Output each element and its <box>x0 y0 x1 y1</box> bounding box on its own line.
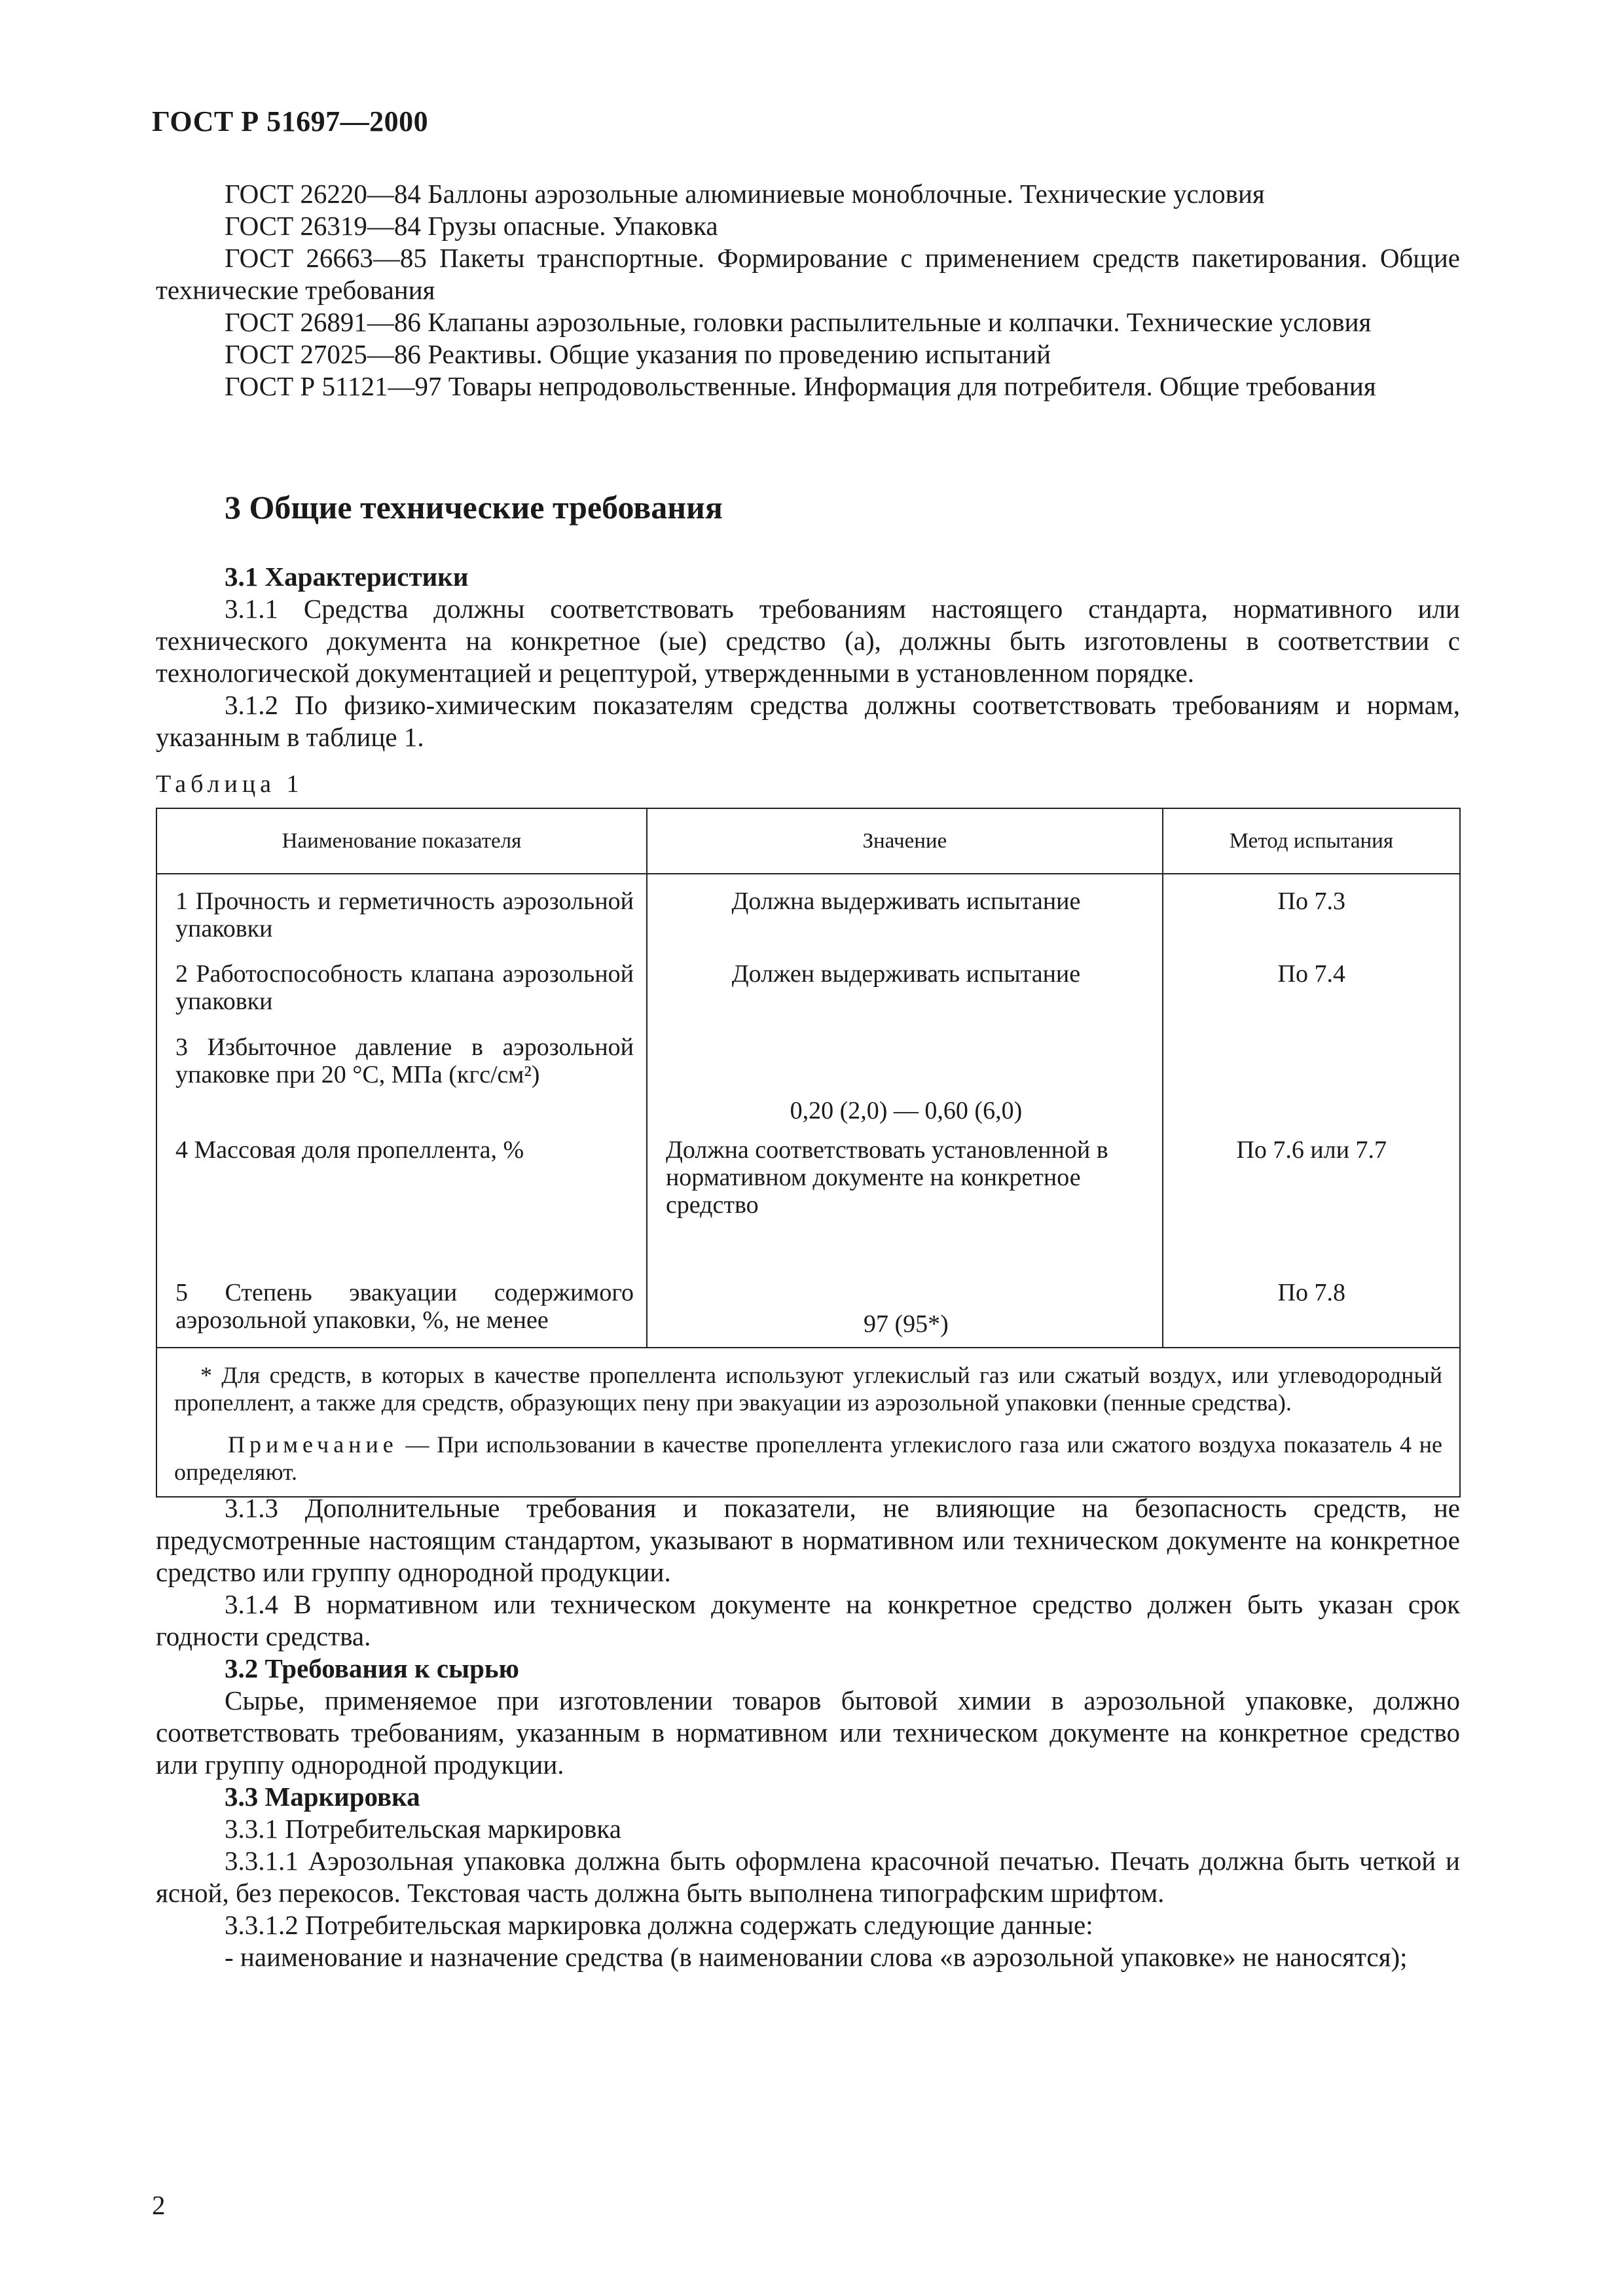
page-number: 2 <box>152 2190 166 2220</box>
subsection-title: 3.3 Маркировка <box>225 1782 420 1812</box>
column-header: Метод испытания <box>1163 808 1460 874</box>
table-cell-method: По 7.8 <box>1277 1279 1345 1306</box>
table-cell-name: 3 Избыточное давление в аэрозольной упаковке при 20 °С, МПа (кгс/см²) <box>175 1033 634 1088</box>
table-note <box>174 1431 1442 1486</box>
subsection-title: 3.2 Требования к сырью <box>225 1653 519 1683</box>
paragraph-3-3-1-2: 3.3.1.2 Потребительская маркировка должна содержать следующие данные: <box>225 1910 1093 1940</box>
table-cell-name: 1 Прочность и герметичность аэрозольной упаковки <box>175 888 634 942</box>
section-3-title: 3 Общие технические требования <box>225 489 723 526</box>
table-body-row <box>156 874 1460 1348</box>
table-cell-method: По 7.4 <box>1277 960 1345 988</box>
table-cell-name: 2 Работоспособность клапана аэрозольной упаковки <box>175 960 634 1015</box>
table-cell-value: Должен выдерживать испытание <box>731 960 1081 988</box>
table-footnote-row <box>156 1348 1460 1497</box>
reference-item: ГОСТ 26663—85 Пакеты транспортные. Формирование с применением средств пакетирования. Общие технические требования <box>156 243 1460 305</box>
table-caption: Таблица 1 <box>156 770 304 798</box>
reference-item: ГОСТ 27025—86 Реактивы. Общие указания по проведению испытаний <box>225 339 1051 369</box>
paragraph-3-3-1: 3.3.1 Потребительская маркировка <box>225 1814 621 1844</box>
paragraph-3-1-2: 3.1.2 По физико-химическим показателям средства должны соответствовать требованиям и нормам, указанным в таблице 1. <box>156 690 1460 752</box>
methods-column <box>1163 874 1460 1348</box>
note-label: Примечание <box>228 1431 398 1458</box>
table-cell-value: 0,20 (2,0) — 0,60 (6,0) <box>790 1097 1023 1124</box>
table-cell-name: 5 Степень эвакуации содержимого аэрозольной упаковки, %, не менее <box>175 1279 634 1334</box>
table-cell-name: 4 Массовая доля пропеллента, % <box>175 1136 524 1164</box>
after-table-text <box>156 1492 1460 1973</box>
table-1 <box>156 808 1461 1498</box>
paragraph-3-3-1-1: 3.3.1.1 Аэрозольная упаковка должна быть оформлена красочной печатью. Печать должна быть четкой и ясной, без перекосов. Текстовая часть должна быть выполнена типографским шрифтом. <box>156 1846 1460 1908</box>
reference-item: ГОСТ Р 51121—97 Товары непродовольственные. Информация для потребителя. Общие требования <box>225 371 1376 401</box>
footnote-text: * Для средств, в которых в качестве пропеллента используют углекислый газ или сжатый воздух, или углеводородный пропеллент, а также для средств, образующих пену при эвакуации из аэрозольной упаковки (пенные средства). <box>174 1362 1442 1416</box>
table-cell-method: По 7.3 <box>1277 888 1345 915</box>
document-header: ГОСТ Р 51697—2000 <box>152 105 429 137</box>
reference-item: ГОСТ 26319—84 Грузы опасные. Упаковка <box>225 211 718 241</box>
list-item: - наименование и назначение средства (в наименовании слова «в аэрозольной упаковке» не наносятся); <box>225 1942 1408 1972</box>
names-column <box>156 874 647 1348</box>
table-header-row <box>156 808 1460 874</box>
paragraph-3-1-4: 3.1.4 В нормативном или техническом документе на конкретное средство должен быть указан срок годности средства. <box>156 1589 1460 1651</box>
table-footnote <box>156 1348 1460 1497</box>
normative-references <box>156 178 1460 403</box>
reference-item: ГОСТ 26891—86 Клапаны аэрозольные, головки распылительные и колпачки. Технические условия <box>225 307 1372 337</box>
table-cell-method: По 7.6 или 7.7 <box>1236 1136 1387 1164</box>
note-text: — При использовании в качестве пропеллента углекислого газа или сжатого воздуха показатель 4 не определяют. <box>174 1431 1442 1485</box>
column-header: Наименование показателя <box>156 808 647 874</box>
section-3-1 <box>156 561 1460 753</box>
paragraph-3-1-3: 3.1.3 Дополнительные требования и показатели, не влияющие на безопасность средств, не предусмотренные настоящим стандартом, указывают в нормативном или техническом документе на конкретное средство или группу однородной продукции. <box>156 1493 1460 1587</box>
table-cell-value: Должна соответствовать установленной в нормативном документе на конкретное средство <box>665 1136 1108 1219</box>
paragraph-3-1-1: 3.1.1 Средства должны соответствовать требованиям настоящего стандарта, нормативного или технического документа на конкретное (ые) средство (а), должны быть изготовлены в соответствии с технологической документацией и рецептурой, утвержденными в установленном порядке. <box>156 594 1460 688</box>
reference-item: ГОСТ 26220—84 Баллоны аэрозольные алюминиевые моноблочные. Технические условия <box>225 179 1265 209</box>
table-cell-value: 97 (95*) <box>864 1310 949 1338</box>
paragraph-3-2: Сырье, применяемое при изготовлении товаров бытовой химии в аэрозольной упаковке, должно соответствовать требованиям, указанным в нормативном или техническом документе на конкретное средство или группу однородной продукции. <box>156 1685 1460 1780</box>
table-cell-value: Должна выдерживать испытание <box>731 888 1081 915</box>
column-header: Значение <box>647 808 1163 874</box>
subsection-title: 3.1 Характеристики <box>225 562 469 592</box>
values-column <box>647 874 1163 1348</box>
